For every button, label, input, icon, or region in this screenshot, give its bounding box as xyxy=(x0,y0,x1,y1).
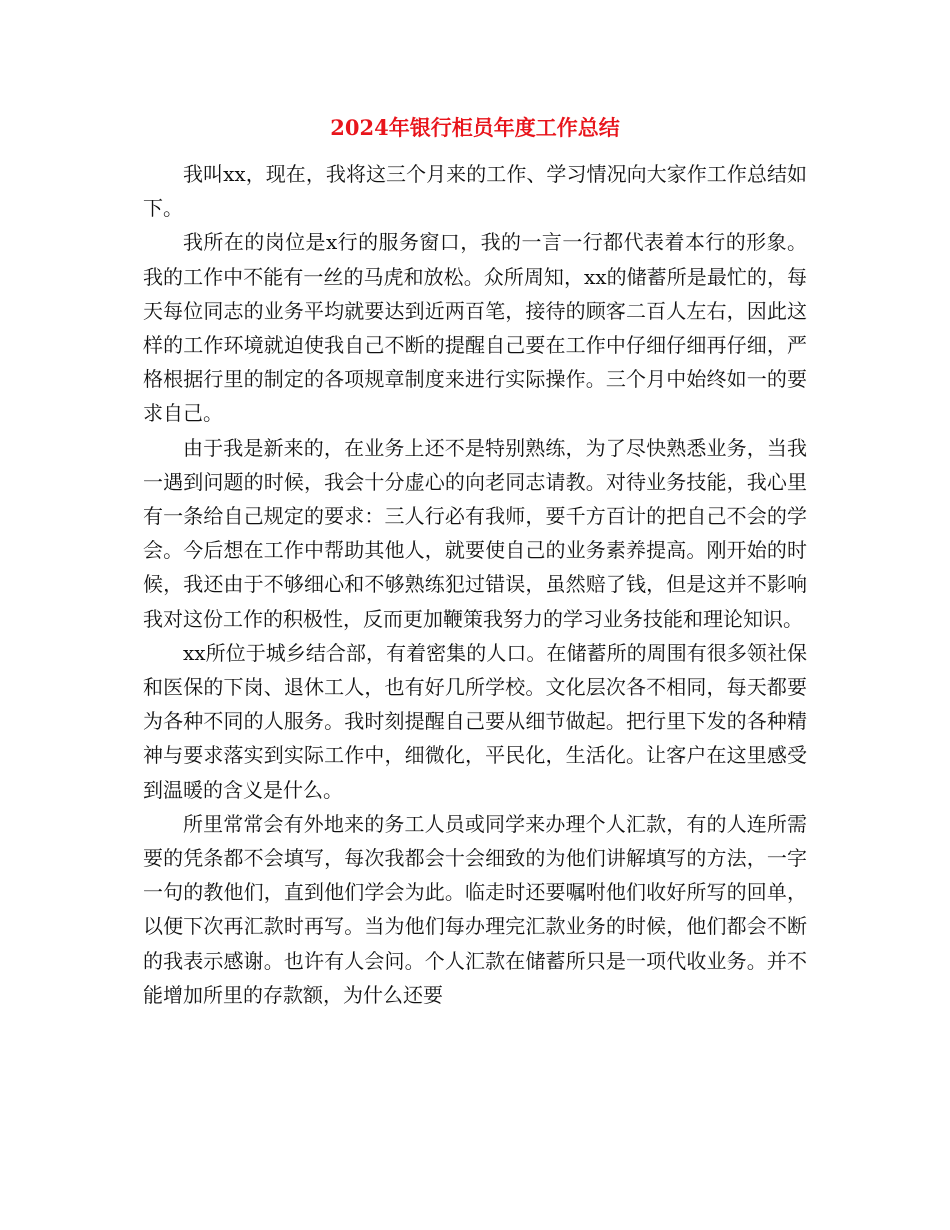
paragraph-4: xx所位于城乡结合部，有着密集的人口。在储蓄所的周围有很多领社保和医保的下岗、退休工人，也有好几所学校。文化层次各不相同，每天都要为各种不同的人服务。我时刻提醒自己要从细节做起。把行里下发的各种精神与要求落实到实际工作中，细微化，平民化，生活化。让客户在这里感受到温暖的含义是什么。 xyxy=(143,640,807,802)
paragraph-2: 我所在的岗位是x行的服务窗口，我的一言一行都代表着本行的形象。我的工作中不能有一丝的马虎和放松。众所周知，xx的储蓄所是最忙的，每天每位同志的业务平均就要达到近两百笔，接待的顾客二百人左右，因此这样的工作环境就迫使我自己不断的提醒自己要在工作中仔细仔细再仔细，严格根据行里的制定的各项规章制度来进行实际操作。三个月中始终如一的要求自己。 xyxy=(143,230,807,426)
paragraph-5: 所里常常会有外地来的务工人员或同学来办理个人汇款，有的人连所需要的凭条都不会填写，每次我都会十会细致的为他们讲解填写的方法，一字一句的教他们，直到他们学会为此。临走时还要嘱咐他们收好所写的回单，以便下次再汇款时再写。当为他们每办理完汇款业务的时候，他们都会不断的我表示感谢。也许有人会问。个人汇款在储蓄所只是一项代收业务。并不能增加所里的存款额，为什么还要 xyxy=(143,811,807,1007)
document-body xyxy=(143,157,807,1012)
document-title: 2024年银行柜员年度工作总结 xyxy=(330,115,620,140)
paragraph-3: 由于我是新来的，在业务上还不是特别熟练，为了尽快熟悉业务，当我一遇到问题的时候，我会十分虚心的向老同志请教。对待业务技能，我心里有一条给自己规定的要求：三人行必有我师，要千方百计的把自己不会的学会。今后想在工作中帮助其他人，就要使自己的业务素养提高。刚开始的时候，我还由于不够细心和不够熟练犯过错误，虽然赔了钱，但是这并不影响我对这份工作的积极性，反而更加鞭策我努力的学习业务技能和理论知识。 xyxy=(143,435,807,631)
paragraph-1: 我叫xx，现在，我将这三个月来的工作、学习情况向大家作工作总结如下。 xyxy=(143,162,807,221)
